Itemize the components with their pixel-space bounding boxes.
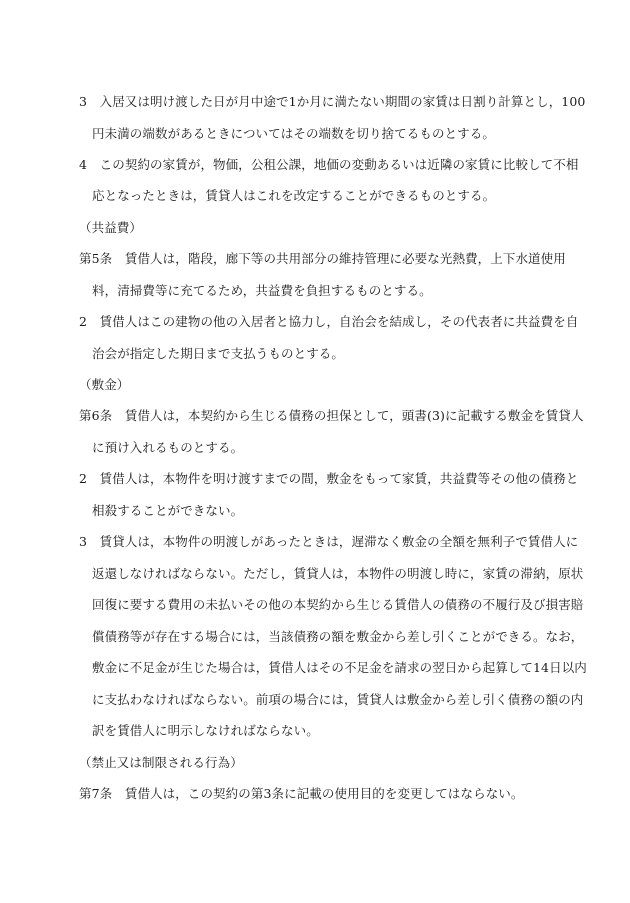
paragraph-line: 敷金に不足金が生じた場合は，賃借人はその不足金を請求の翌日から起算して14日以内 [92,660,587,675]
article-line: 第7条 賃借人は，この契約の第3条に記載の使用目的を変更してはならない。 [79,786,524,801]
paragraph-line: 治会が指定した期日まで支払うものとする。 [92,346,345,361]
paragraph-line: に支払わなければならない。前項の場合には，賃貸人は敷金から差し引く債務の額の内 [92,692,584,707]
paragraph-line: 相殺することができない。 [92,503,244,518]
paragraph-line: 償債務等が存在する場合には，当該債務の額を敷金から差し引くことができる。なお， [92,629,584,644]
section-heading: （敷金） [79,377,130,392]
paragraph-line: 3 賃貸人は，本物件の明渡しがあったときは，遅滞なく敷金の全額を無利子で賃借人に [79,534,579,549]
paragraph-line: 訳を賃借人に明示しなければならない。 [92,723,319,738]
paragraph-line: 返還しなければならない。ただし，賃貸人は，本物件の明渡し時に，家賃の滞納，原状 [92,566,584,581]
paragraph-line: 4 この契約の家賃が，物価，公租公課，地価の変動あるいは近隣の家賃に比較して不相 [79,157,579,172]
paragraph-line: 2 賃借人はこの建物の他の入居者と協力し，自治会を結成し，その代表者に共益費を自 [79,314,579,329]
article-line: 第5条 賃借人は，階段，廊下等の共用部分の維持管理に必要な光熱費，上下水道使用 [79,251,566,266]
paragraph-line: 応となったときは，賃貸人はこれを改定することができるものとする。 [92,188,496,203]
paragraph-line: 3 入居又は明け渡した日が月中途で1か月に満たない期間の家賃は日割り計算とし，100 [79,94,586,109]
paragraph-line: 回復に要する費用の未払いその他の本契約から生じる賃借人の債務の不履行及び損害賠 [92,597,584,612]
article-line: 第6条 賃借人は，本契約から生じる債務の担保として，頭書(3)に記載する敷金を賃貸人 [79,408,584,423]
paragraph-line: 円未満の端数があるときについてはその端数を切り捨てるものとする。 [92,126,495,141]
paragraph-line: 2 賃借人は，本物件を明け渡すまでの間，敷金をもって家賃，共益費等その他の債務と [79,471,579,486]
section-heading: （共益費） [79,220,143,235]
paragraph-line: に預け入れるものとする。 [92,440,244,455]
section-heading: （禁止又は制限される行為） [79,755,243,770]
paragraph-line: 料，清掃費等に充てるため，共益費を負担するものとする。 [92,283,432,298]
